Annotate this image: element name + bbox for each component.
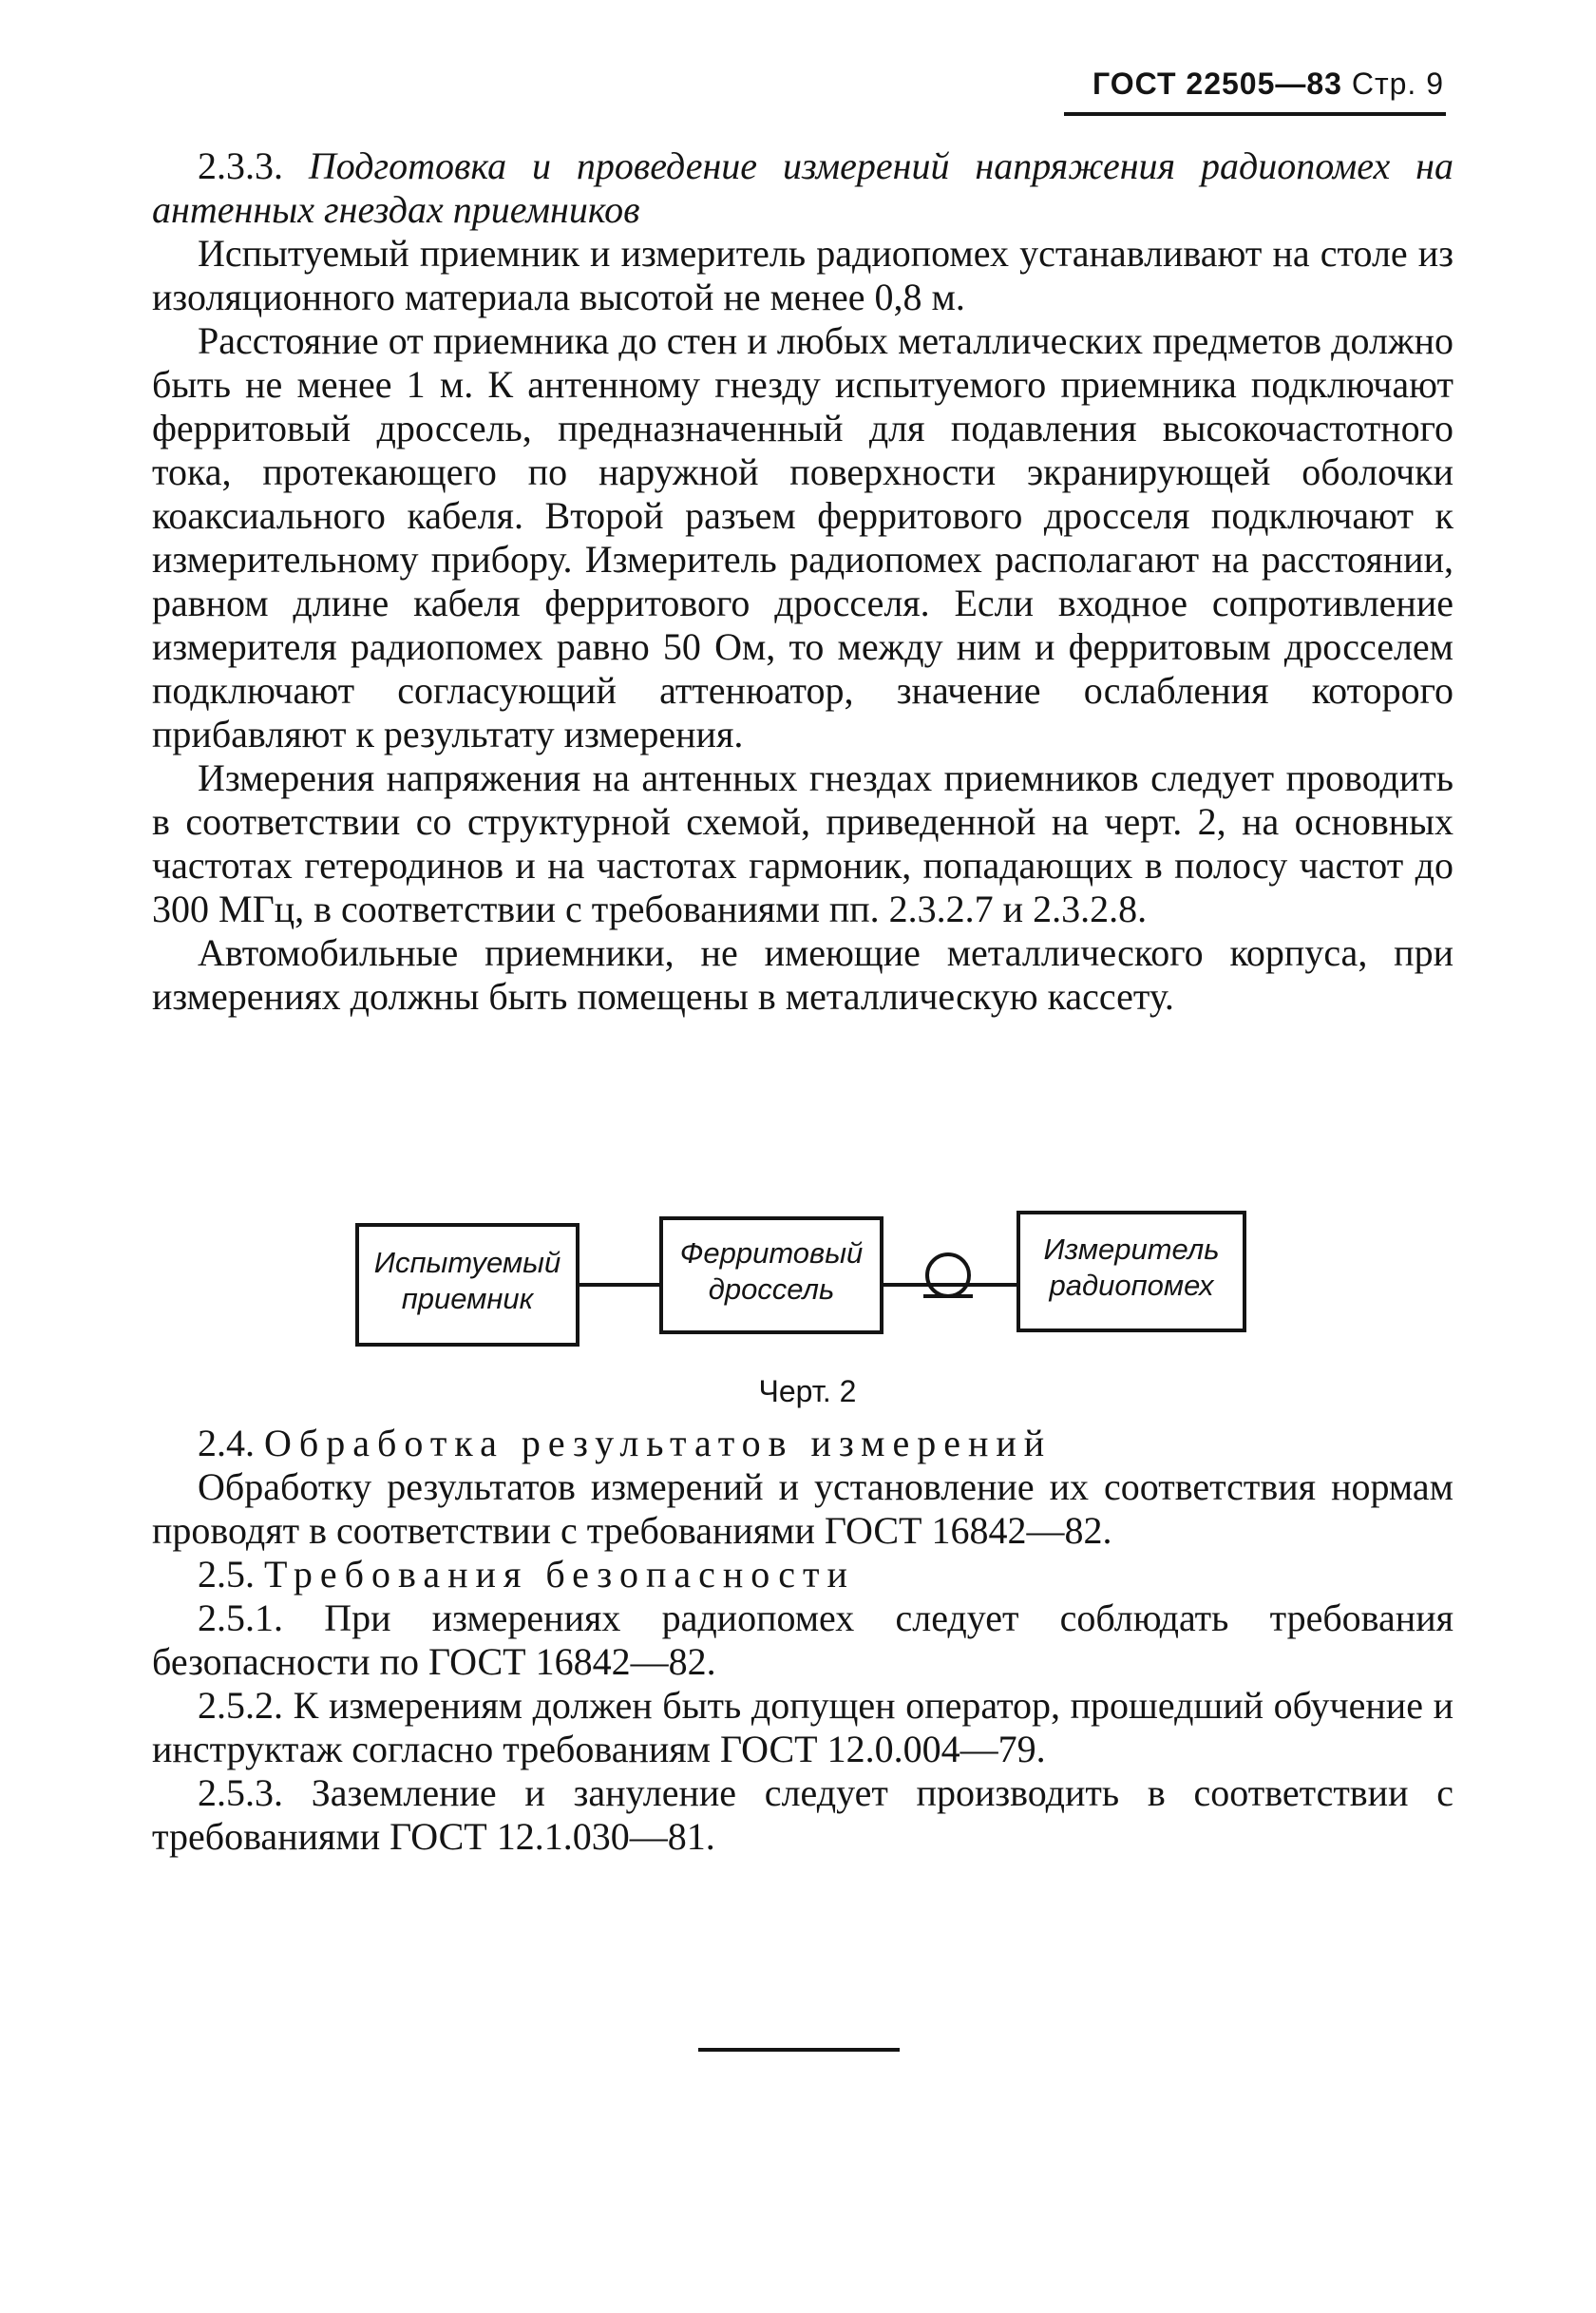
section-2-4 [152,1422,1454,1859]
paragraph: 2.5.3. Заземление и зануление следует производить в соответствии с требованиями ГОСТ 12.1.030—81. [152,1771,1454,1858]
paragraph: Измерения напряжения на антенных гнездах приемников следует проводить в соответствии со структурной схемой, приведенной на черт. 2, на основных частотах гетеродинов и на частотах гармоник, попадающих в полосу частот до 300 МГц, в соответствии с требованиями пп. 2.3.2.7 и 2.3.2.8. [152,756,1454,930]
paragraph: Автомобильные приемники, не имеющие металлического корпуса, при измерениях должны быть помещены в металлическую кассету. [152,931,1454,1018]
section-title [152,144,1454,232]
paragraph: 2.5.1. При измерениях радиопомех следует соблюдать требования безопасности по ГОСТ 16842—82. [152,1596,1454,1683]
standard-number: ГОСТ 22505—83 [1092,67,1342,101]
section-title [152,1553,1454,1596]
page-header [1064,67,1444,102]
choke-label: Ферритовый дроссель [679,1236,864,1306]
section-title-text: Требования безопасности [264,1553,855,1596]
section-title [152,1422,1454,1465]
section-title-text: Подготовка и проведение измерений напряжения радиопомех на антенных гнездах приемников [152,144,1454,231]
section-number: 2.4. [198,1422,255,1464]
attenuator-symbol [927,1254,969,1296]
header-rule [1064,112,1446,116]
end-rule [698,2048,900,2052]
section-number: 2.5. [198,1553,255,1596]
section-title-text: Обработка результатов измерений [264,1422,1053,1464]
meter-label: Измеритель радиопомех [1043,1233,1220,1302]
section-number: 2.3.3. [198,144,283,187]
receiver-label: Испытуемый приемник [373,1246,561,1315]
paragraph: Расстояние от приемника до стен и любых металлических предметов должно быть не менее 1 м. К антенному гнезду испытуемого приемника подключают ферритовый дроссель, предназначенный для подавления высокочастотного тока, протекающего по наружной поверхности экранирующей оболочки коаксиального кабеля. Второй разъем ферритового дросселя подключают к измерительному прибору. Измеритель радиопомех располагают на расстоянии, равном длине кабеля ферритового дросселя. Если входное сопротивление измерителя радиопомех равно 50 Ом, то между ним и ферритовым дросселем подключают согласующий аттенюатор, значение ослабления которого прибавляют к результату измерения. [152,319,1454,755]
page-number: Стр. 9 [1351,67,1444,101]
paragraph: Испытуемый приемник и измеритель радиопомех устанавливают на столе из изоляционного материала высотой не менее 0,8 м. [152,232,1454,318]
paragraph: 2.5.2. К измерениям должен быть допущен оператор, прошедший обучение и инструктаж согласно требованиям ГОСТ 12.0.004—79. [152,1684,1454,1770]
figure-caption: Черт. 2 [758,1374,857,1408]
paragraph: Обработку результатов измерений и установление их соответствия нормам проводят в соответствии с требованиями ГОСТ 16842—82. [152,1465,1454,1552]
section-2-3-3 [152,144,1454,1019]
block-diagram [353,1209,1248,1353]
